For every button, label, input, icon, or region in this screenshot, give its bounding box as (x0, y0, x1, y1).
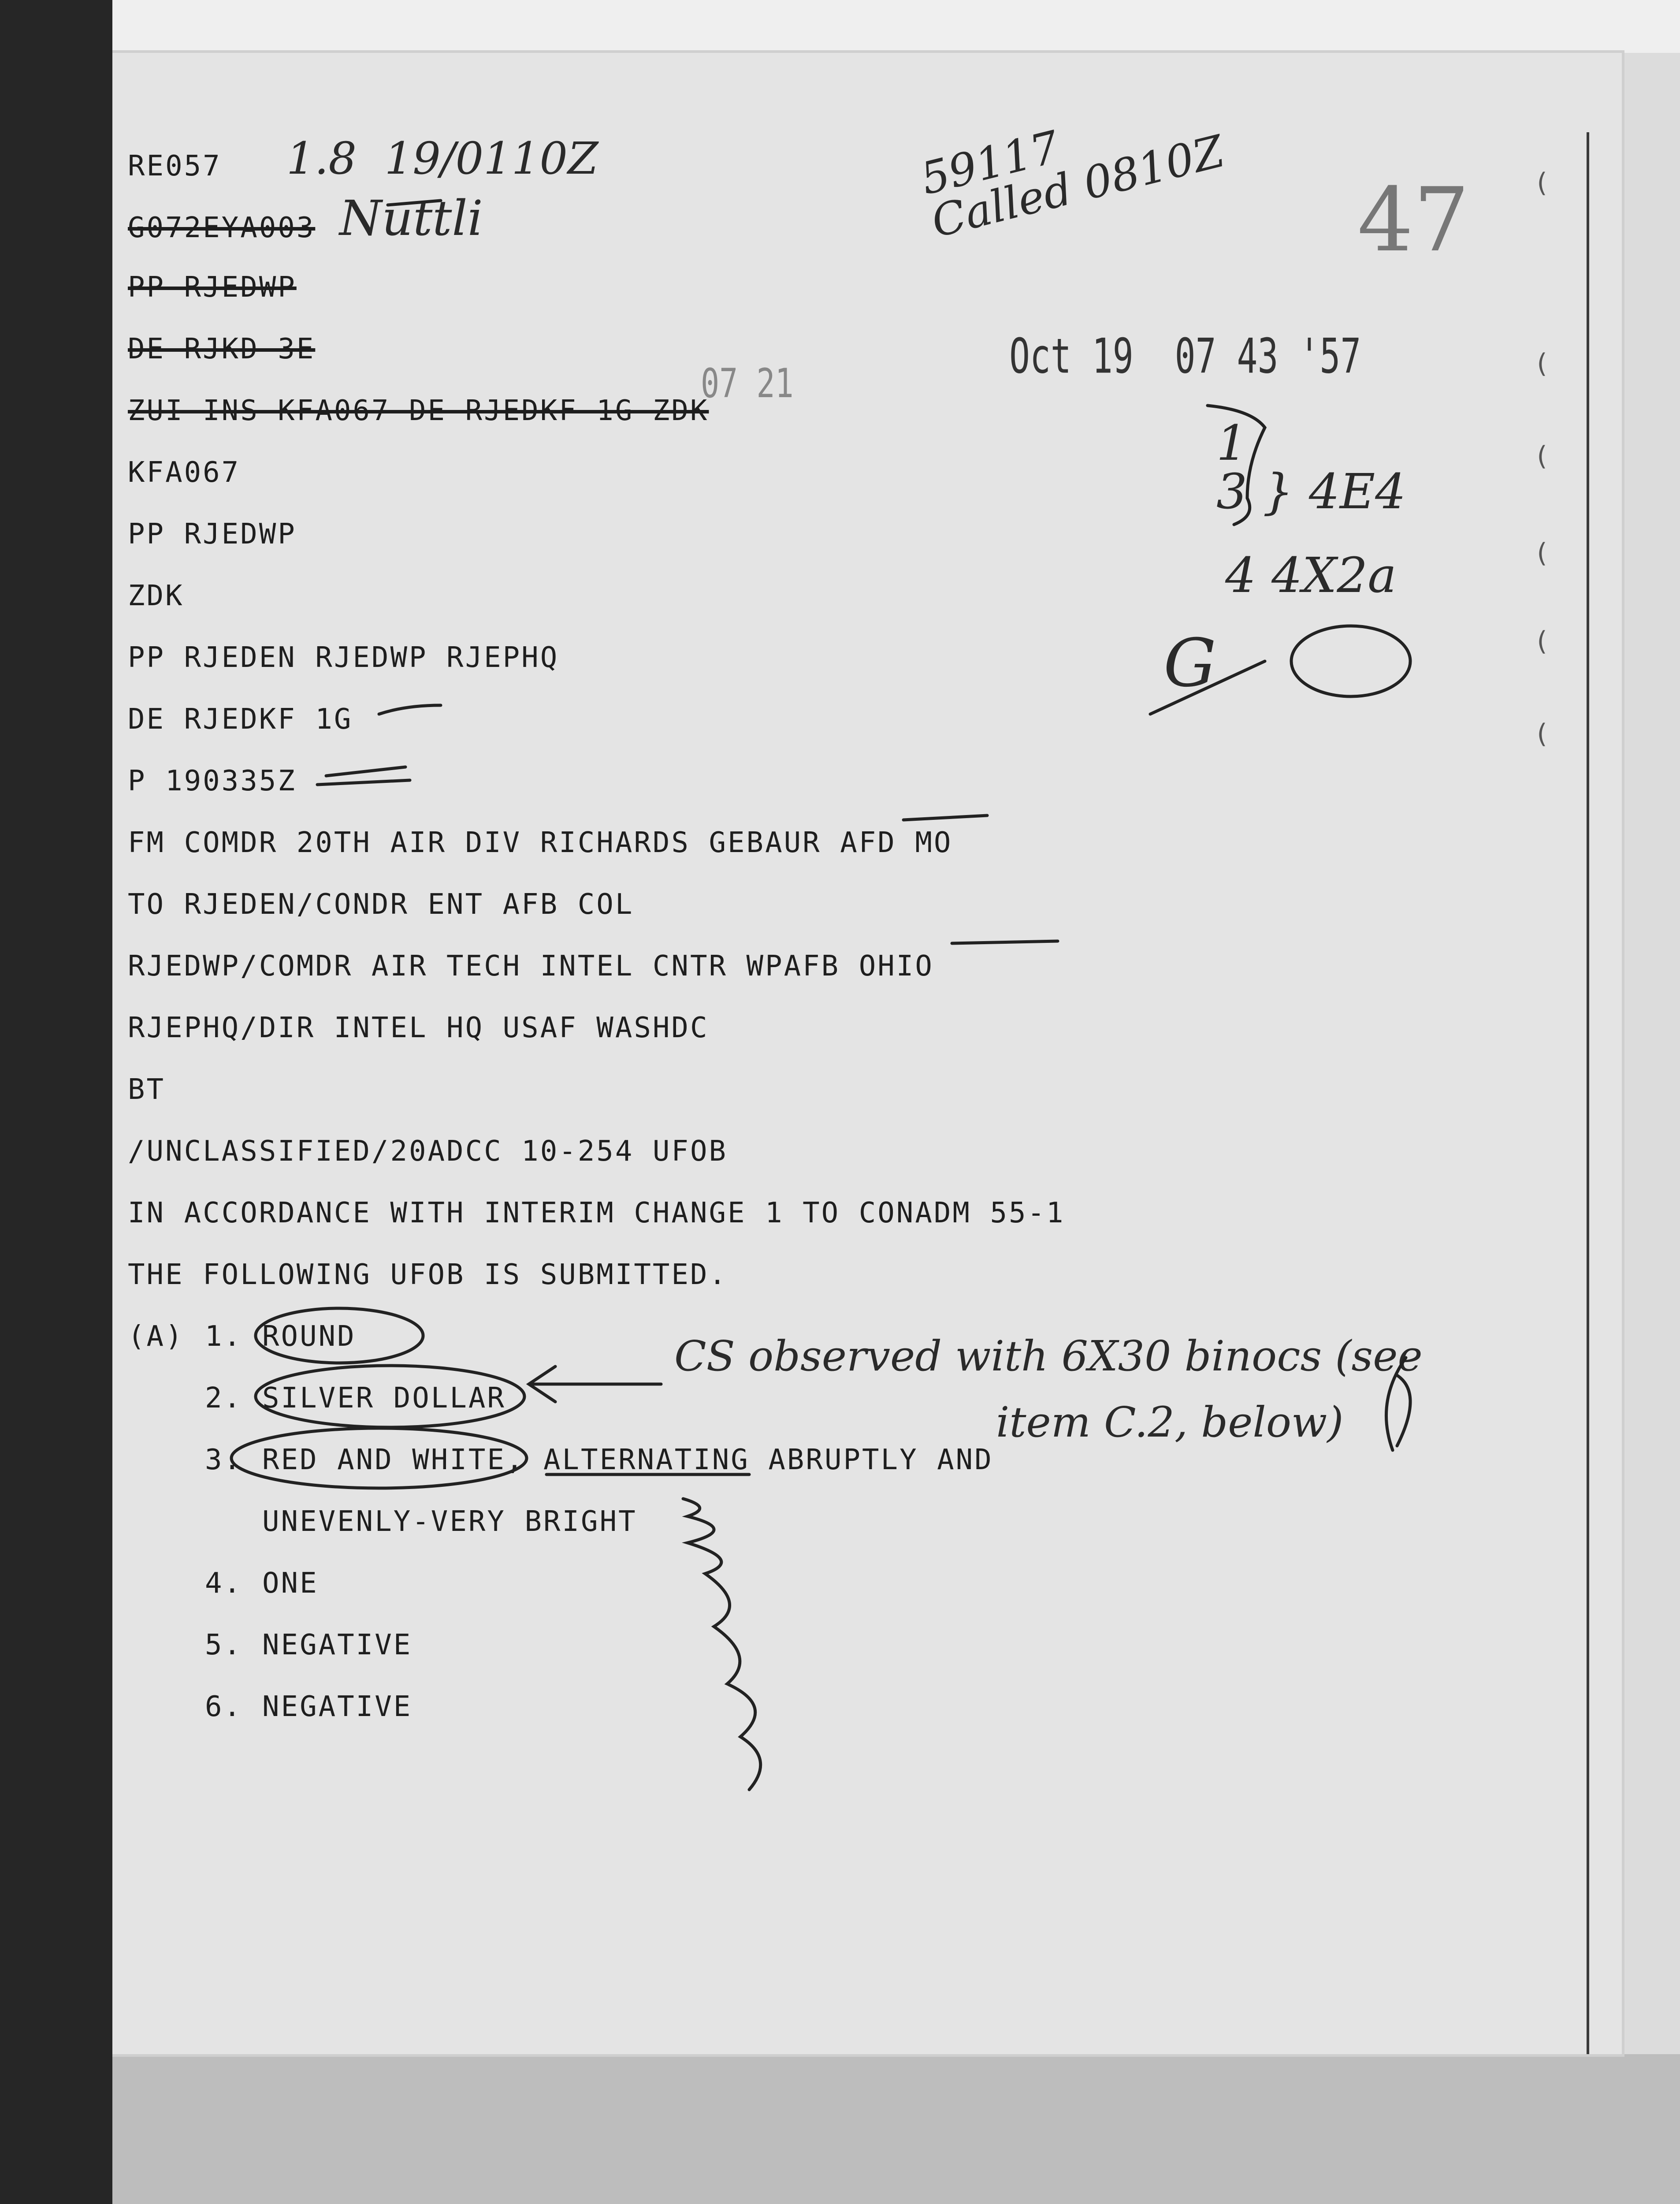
item-text-continued: UNEVENLY-VERY BRIGHT (262, 1505, 637, 1538)
handwritten-codes: 1 3 } 4E4 (1216, 415, 1406, 520)
header-line: P 190335Z (128, 765, 297, 797)
from-line: FM COMDR 20TH AIR DIV RICHARDS GEBAUR AFD MO (128, 826, 953, 859)
circle-mark (231, 1428, 527, 1488)
intro-line: THE FOLLOWING UFOB IS SUBMITTED. (128, 1258, 728, 1291)
header-line-struck: G072EYA003 (128, 212, 316, 244)
header-line-struck: PP RJEDWP (128, 271, 297, 304)
item-number: 1. (205, 1320, 243, 1353)
handwritten-name: Nuttli (339, 190, 483, 246)
classification-line: /UNCLASSIFIED/20ADCC 10-254 UFOB (128, 1135, 728, 1168)
circle-mark (256, 1366, 524, 1427)
feed-hole: ( (1534, 441, 1550, 472)
feed-hole: ( (1534, 626, 1550, 657)
item-text: ROUND (262, 1320, 356, 1353)
handwritten-called-note: 59117 Called 0810Z (915, 121, 1230, 248)
to-line: TO RJEDEN/CONDR ENT AFB COL (128, 888, 634, 921)
item-text: SILVER DOLLAR (262, 1382, 506, 1415)
received-date-stamp: Oct 19 07 43 '57 (1009, 329, 1361, 384)
to-line: RJEDWP/COMDR AIR TECH INTEL CNTR WPAFB OHIO (128, 950, 934, 983)
handwritten-observation-note: item C.2, below) (996, 1398, 1344, 1447)
feed-hole: ( (1534, 168, 1550, 198)
handwritten-page-number: 47 (1357, 169, 1470, 272)
feed-hole: ( (1534, 719, 1550, 749)
time-stamp-faint: 07 21 (701, 360, 794, 407)
header-line: ZDK (128, 580, 184, 612)
intro-line: IN ACCORDANCE WITH INTERIM CHANGE 1 TO CONADM 55-1 (128, 1197, 1065, 1229)
item-number: 4. (205, 1567, 243, 1600)
header-line: PP RJEDWP (128, 518, 297, 551)
feed-hole: ( (1534, 348, 1550, 379)
item-number: 6. (205, 1690, 243, 1723)
header-line: RE057 (128, 150, 222, 182)
item-number: 2. (205, 1382, 243, 1415)
header-line: DE RJEDKF 1G (128, 703, 353, 736)
item-number: 3. (205, 1444, 243, 1476)
item-text: NEGATIVE (262, 1690, 413, 1723)
feed-hole: ( (1534, 538, 1550, 569)
header-line: PP RJEDEN RJEDWP RJEPHQ (128, 641, 559, 674)
handwritten-observation-note: CS observed with 6X30 binocs (see (674, 1332, 1423, 1381)
handwritten-time: 1.8 19/0110Z (286, 133, 598, 184)
circle-mark (256, 1308, 423, 1363)
squiggle-mark (683, 1499, 761, 1790)
item-text: RED AND WHITE, ALTERNATING ABRUPTLY AND (262, 1444, 993, 1476)
header-line-struck: ZUI INS KFA067 DE RJEDKF 1G ZDK (128, 395, 709, 427)
handwritten-codes: 4 4X2a (1225, 547, 1397, 603)
header-line-struck: DE RJKD 3E (128, 333, 316, 365)
header-line: KFA067 (128, 456, 241, 489)
handwritten-initial: G (1163, 625, 1216, 702)
section-label: (A) (128, 1320, 184, 1353)
item-number: 5. (205, 1629, 243, 1661)
to-line: RJEPHQ/DIR INTEL HQ USAF WASHDC (128, 1012, 709, 1044)
item-text: NEGATIVE (262, 1629, 413, 1661)
item-text: ONE (262, 1567, 319, 1600)
break-line: BT (128, 1073, 166, 1106)
